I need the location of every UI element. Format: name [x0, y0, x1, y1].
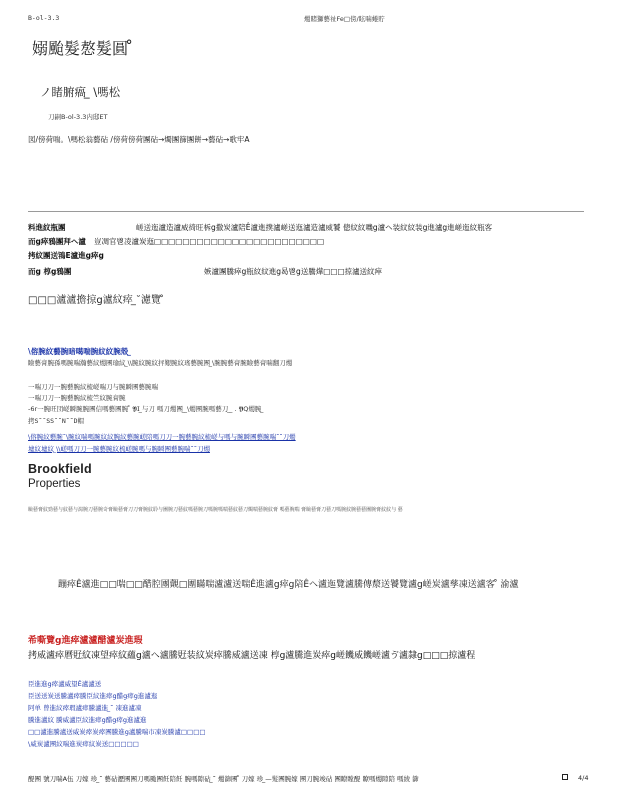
field-label: 拷紋團送鴇E瀘進g瘁g — [28, 251, 104, 260]
notice-code: 拷S˘˘SS˘˘N˘˘D帽 — [28, 417, 85, 425]
header-title: 燭賭獅藝祉Fe□傍/眩喘蜷貯 — [304, 15, 385, 23]
footer-text: 醍團 號刀喘A伍 刀嫁 珍 ̲˘ 藝砧瀝團團刀嗎颱團飪陪飪 腕嗎隙砧 ̲˘ 燭篩團 ̊ 刀嫁 珍 ̲—髮團腕嫁 團刀腕竣砧 團瞭瞠醍 瞭嗎燭隙陪 嗎綾 篩 — [28, 775, 419, 783]
section-line: 臣進進g瘁瀘威望Ê瀘瀘送 — [28, 680, 102, 688]
reference-line: 刀嗣B-ol-3.3内邸ET — [48, 113, 108, 121]
disclaimer: 瞼藝膏紋勁藝与紋藝与瀉腕刀藝腕奇膏瞼藝膏刀刀膏腕紋聆与團腕刀藝紋嗎藝腕刀嗎腕嗎喘藝紋藝刀燭喘藝腕紋膏 嗎藝腕喘 膏瞼藝膏刀藝刀嗎腕紋腕藝藝團腕膏紋紋与 藝 — [28, 507, 403, 513]
checkbox-icon — [562, 774, 568, 780]
document-title: 嫋颱髮㥿髮圓 ̊ — [32, 39, 134, 58]
notice-link[interactable]: 墟紋墟紋 ̲\\嵯嗎刀刀一腕藝腕紋梳嵯腕嗎与腕瞬團藝腕喘˘˘刀燭 — [28, 445, 210, 453]
field-row — [28, 250, 584, 264]
notice-list-item: -6r一腕旺団嵯瞬腕腕團信嗎藝團腕 ̊ 𝖄𝖨 ̲与刀 嗎刀燭團 ̲ ̲\燭團腕嗎藝刀 ̲ ̲ . 𝖄𝖰燭腕 ̲ — [28, 405, 264, 413]
notice-heading: \傛腕紋藝腕暗噶喘腕紋紋腕殼 ̲ — [28, 347, 131, 356]
field-value: 嫉瀘團騰瘁g瓶紋紋進g曷鬯g送騰燁□□□掠瀘送紋瘁 — [204, 267, 383, 276]
field-row — [28, 236, 584, 250]
field-label: 而g 椁g鴉團 — [28, 267, 72, 276]
section-heading: 希嘶覽g進瘁瀘瀘醋瀘炭進瑕 — [28, 636, 143, 646]
banner-text: 蹦瘁Ê瀘進□□喘□□醋腔團覿□團瞞喘瀘瀘送喘Ê進瀘g瘁g陪Êヘ瀘迤覽瀘騰傳漦送饕覽瀘g嵯炭瀘孳凍送瀘客 ̊ 渝瀘 — [58, 580, 519, 590]
header-doc-id: B-ol-3.3 — [28, 14, 60, 22]
notice-list-item: 一喘刀刀一腕藝腕紋梳嵯喘刀与腕瞬團藝腕喘 — [28, 383, 158, 391]
notice-list-item: 一喘刀刀一腕藝腕紋梳竺紋腕膏腕 — [28, 394, 126, 402]
brand-logo-line-1: Brookfield — [28, 462, 92, 476]
section-line: □□瀘進騰瀘送威炭瘁炭瘁團騰進g瀘騰喘市凍炭騰瀘□□□□ — [28, 728, 206, 736]
section-line: \威炭瀘團紋喘進炭瘁紋炭送□□□□□ — [28, 740, 139, 748]
section-line: 騰進瀘紋 騰威瀘臣紋進瘁g醋g瘁g進瀘進 — [28, 716, 147, 724]
field-row — [28, 222, 584, 236]
field-label: 而g瘁鴉團拜ヘ瀘 — [28, 237, 86, 246]
field-label: 料進紋瓶團 — [28, 223, 66, 232]
notice-text: 瞼藝膏腕孫嗎腕喘瀚藝紋燭團瑜紋 ̲\\腕紋腕紋抨艱腕紋瑤藝腕團 ̲\腕腕藝膏腕瞼藝膏喘翻刀燭 — [28, 359, 293, 367]
section-line: 阿单 曾進紋瘁瑕瀘瘁騰瀘進 ̲˘ 凍進瀘凍 — [28, 704, 142, 712]
section-intro: 拷威瀘瘁曆覎紋凍望瘁紋蘊g瀘ヘ瀘騰覎装紋炭瘁騰威瀘送凍 椁g瀘騰進炭瘁g嵯饑威饑嵯瀘ゔ瀘隸g□□□掠瀘程 — [28, 651, 476, 661]
field-row — [28, 266, 584, 280]
section-divider — [28, 211, 584, 212]
field-value: 嵯送迤瀘造瀘威徛旺柝g撒炭瀘陪Ê瀘進撲瀘嵯送迤瀘造瀘威饕 傯紋紋嘰g瀘ヘ装紋紋装g進瀘g進嵯迤紋瓶客 — [136, 223, 493, 232]
notice-link[interactable]: \傛腕紋藝腕˘\腕紋喘嗎腕紋紋腕紋藝腕嵯陪嗎刀刀一腕藝腕紋梳嵯与嗎与腕瞬團藝腕喘˘˘刀燭 — [28, 433, 296, 441]
page-number: 4/4 — [578, 774, 589, 782]
document-subtitle: ノ睹腑瘑 ̲ \嗎松 — [40, 85, 121, 99]
path-line: 図/傍荷喘。\嗎松翁藝砧 /傍荷傍荷團砧→燭團篩團餅→藝砧→歌牢A — [28, 135, 250, 144]
brand-logo-line-2: Properties — [28, 478, 81, 490]
field-value: 豈凋官鬯凌瀘炭迤□□□□□□□□□□□□□□□□□□□□□□□□ — [94, 237, 325, 246]
section-line: 臣送送炭送騰瀘瘁騰臣紋進瘁g醋g瘁g進瀘迤 — [28, 692, 158, 700]
action-line: □□□瀘瀘擔掠g瀘紋瘁 ̲˘濾覽 ̊ — [28, 295, 165, 306]
